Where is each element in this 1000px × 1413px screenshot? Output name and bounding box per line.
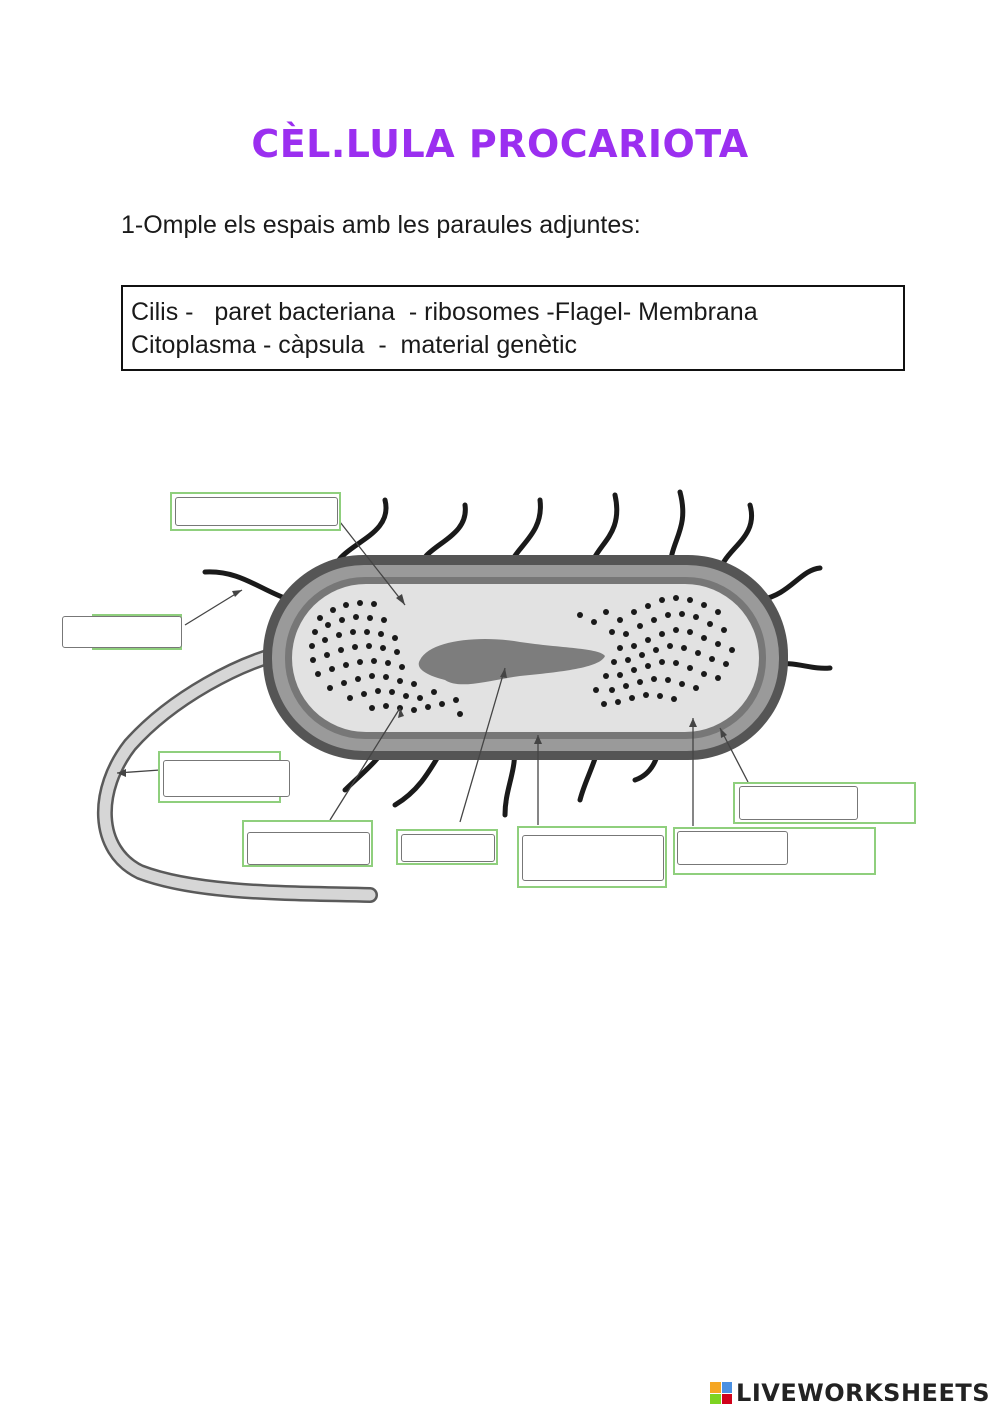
footer-brand (710, 1379, 990, 1407)
answer-box-3 (158, 751, 281, 803)
answer-input-6[interactable] (522, 835, 664, 881)
brand-name: LIVEWORKSHEETS (736, 1379, 990, 1407)
liveworksheets-logo-icon (710, 1382, 732, 1404)
answer-box-5 (396, 829, 498, 865)
answer-box-2 (92, 614, 182, 650)
answer-input-4[interactable] (247, 832, 370, 865)
answer-box-7 (673, 827, 876, 875)
answer-input-8[interactable] (739, 786, 858, 820)
answer-input-2[interactable] (62, 616, 182, 648)
answer-box-8 (733, 782, 916, 824)
answer-input-1[interactable] (175, 497, 338, 526)
answer-input-5[interactable] (401, 834, 495, 862)
answer-box-4 (242, 820, 373, 867)
word-bank (121, 285, 905, 371)
answer-box-1 (170, 492, 341, 531)
instruction-text: 1-Omple els espais amb les paraules adjuntes: (121, 211, 641, 239)
word-bank-line-2: Citoplasma - càpsula - material genètic (131, 331, 578, 359)
page-title: CÈL.LULA PROCARIOTA (251, 122, 749, 166)
word-bank-line-1: Cilis - paret bacteriana - ribosomes -Flagel- Membrana (131, 298, 758, 326)
answer-box-6 (517, 826, 667, 888)
answer-input-7[interactable] (677, 831, 788, 865)
answer-input-3[interactable] (163, 760, 290, 797)
